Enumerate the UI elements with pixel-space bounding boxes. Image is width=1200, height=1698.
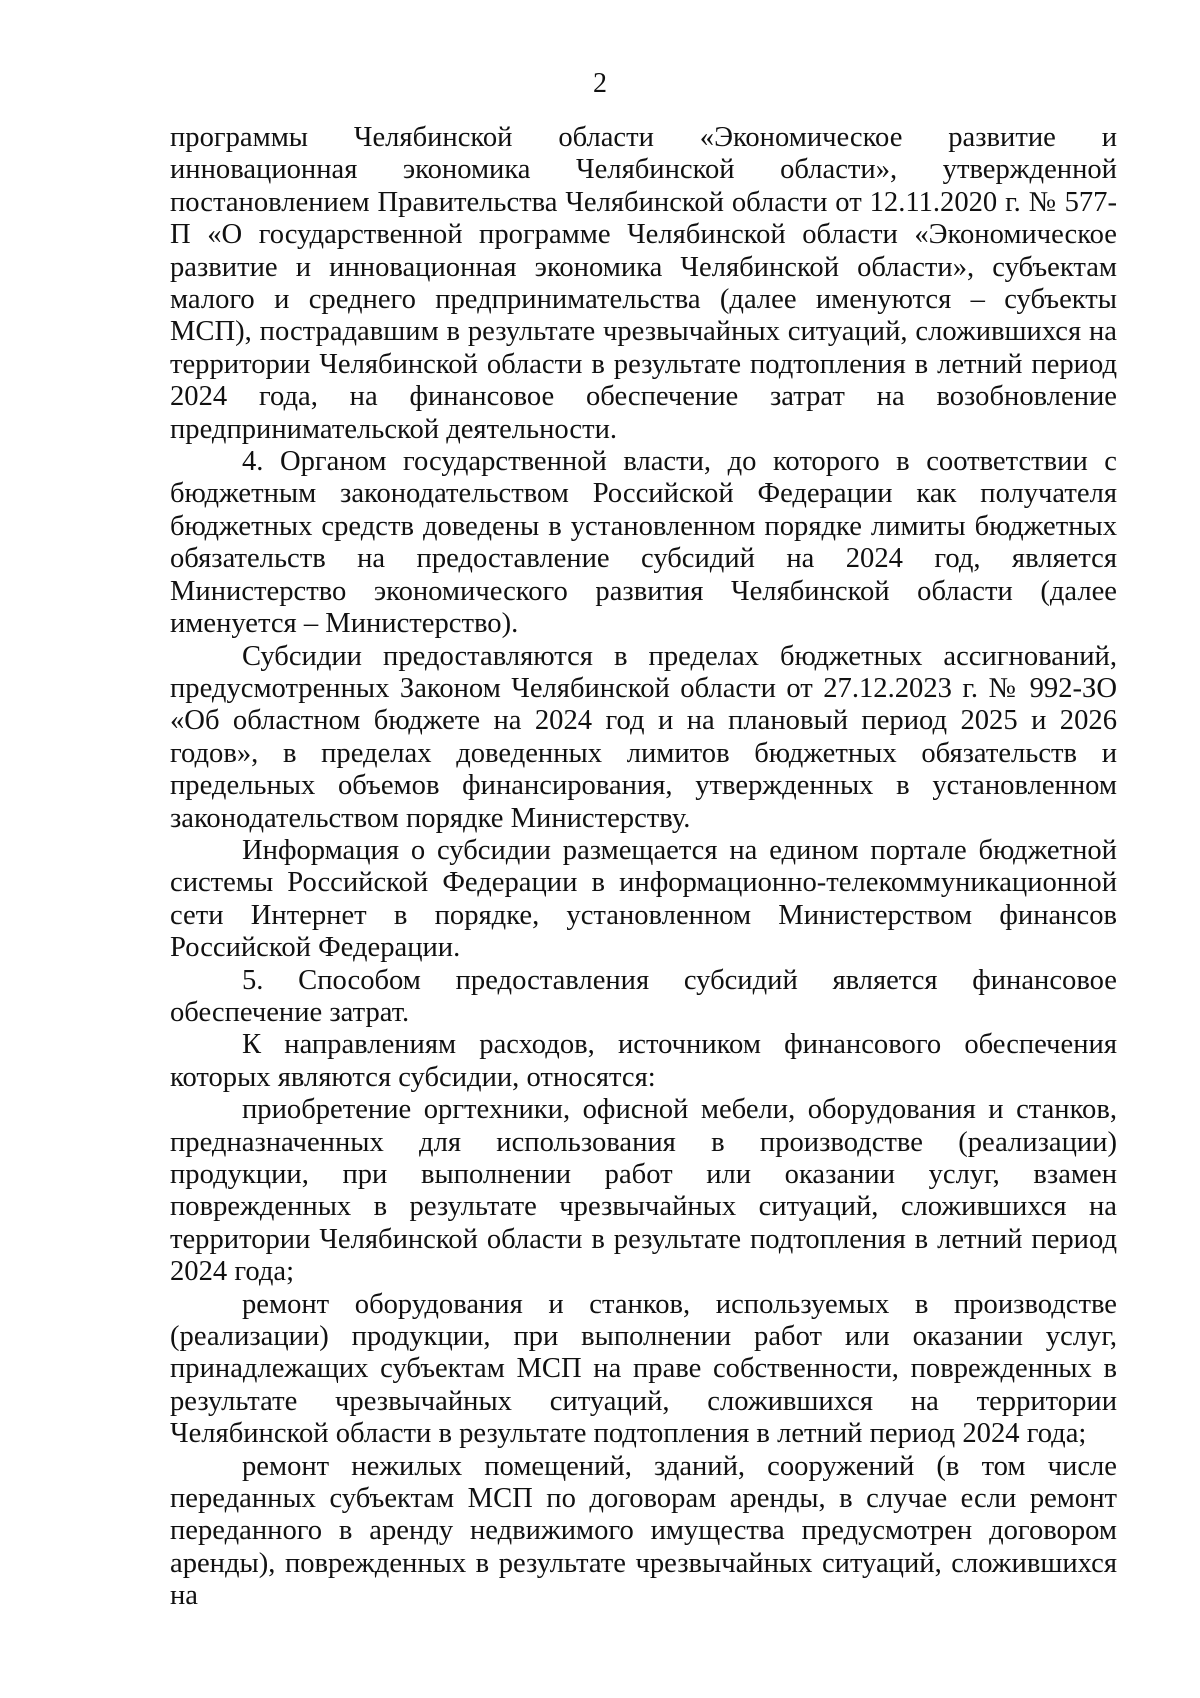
paragraph-program-subjects: программы Челябинской области «Экономическое развитие и инновационная экономика Челябинской области», утвержденной постановлением Правительства Челябинской области от 12.11.2020 г. № 577-П «О государственной программе Челябинской области «Экономическое развитие и инновационная экономика Челябинской области», субъектам малого и среднего предпринимательства (далее именуются – субъекты МСП), пострадавшим в результате чрезвычайных ситуаций, сложившихся на территории Челябинской области в результате подтопления в летний период 2024 года, на финансовое обеспечение затрат на возобновление предпринимательской деятельности. bbox=[170, 122, 1117, 445]
paragraph-premises-repair: ремонт нежилых помещений, зданий, сооружений (в том числе переданных субъектам МСП по договорам аренды, в случае если ремонт переданного в аренду недвижимого имущества предусмотрен договором аренды), поврежденных в результате чрезвычайных ситуаций, сложившихся на bbox=[170, 1450, 1117, 1612]
paragraph-budget-allocations: Субсидии предоставляются в пределах бюджетных ассигнований, предусмотренных Законом Челябинской области от 27.12.2023 г. № 992-ЗО «Об областном бюджете на 2024 год и на плановый период 2025 и 2026 годов», в пределах доведенных лимитов бюджетных обязательств и предельных объемов финансирования, утвержденных в установленном законодательством порядке Министерству. bbox=[170, 640, 1117, 834]
paragraph-item-5-method: 5. Способом предоставления субсидий является финансовое обеспечение затрат. bbox=[170, 964, 1117, 1028]
paragraph-expense-directions: К направлениям расходов, источником финансового обеспечения которых являются субсидии, относятся: bbox=[170, 1029, 1117, 1093]
paragraph-equipment-purchase: приобретение оргтехники, офисной мебели, оборудования и станков, предназначенных для использования в производстве (реализации) продукции, при выполнении работ или оказании услуг, взамен поврежденных в результате чрезвычайных ситуаций, сложившихся на территории Челябинской области в результате подтопления в летний период 2024 года; bbox=[170, 1094, 1117, 1288]
paragraph-equipment-repair: ремонт оборудования и станков, используемых в производстве (реализации) продукции, при выполнении работ или оказании услуг, принадлежащих субъектам МСП на праве собственности, поврежденных в результате чрезвычайных ситуаций, сложившихся на территории Челябинской области в результате подтопления в летний период 2024 года; bbox=[170, 1288, 1117, 1450]
paragraph-item-4-authority: 4. Органом государственной власти, до которого в соответствии с бюджетным законодательством Российской Федерации как получателя бюджетных средств доведены в установленном порядке лимиты бюджетных обязательств на предоставление субсидий на 2024 год, является Министерство экономического развития Челябинской области (далее именуется – Министерство). bbox=[170, 446, 1117, 640]
document-body bbox=[170, 122, 1117, 1613]
paragraph-portal-information: Информация о субсидии размещается на едином портале бюджетной системы Российской Федерации в информационно-телекоммуникационной сети Интернет в порядке, установленном Министерством финансов Российской Федерации. bbox=[170, 834, 1117, 964]
page-number: 2 bbox=[593, 68, 607, 99]
